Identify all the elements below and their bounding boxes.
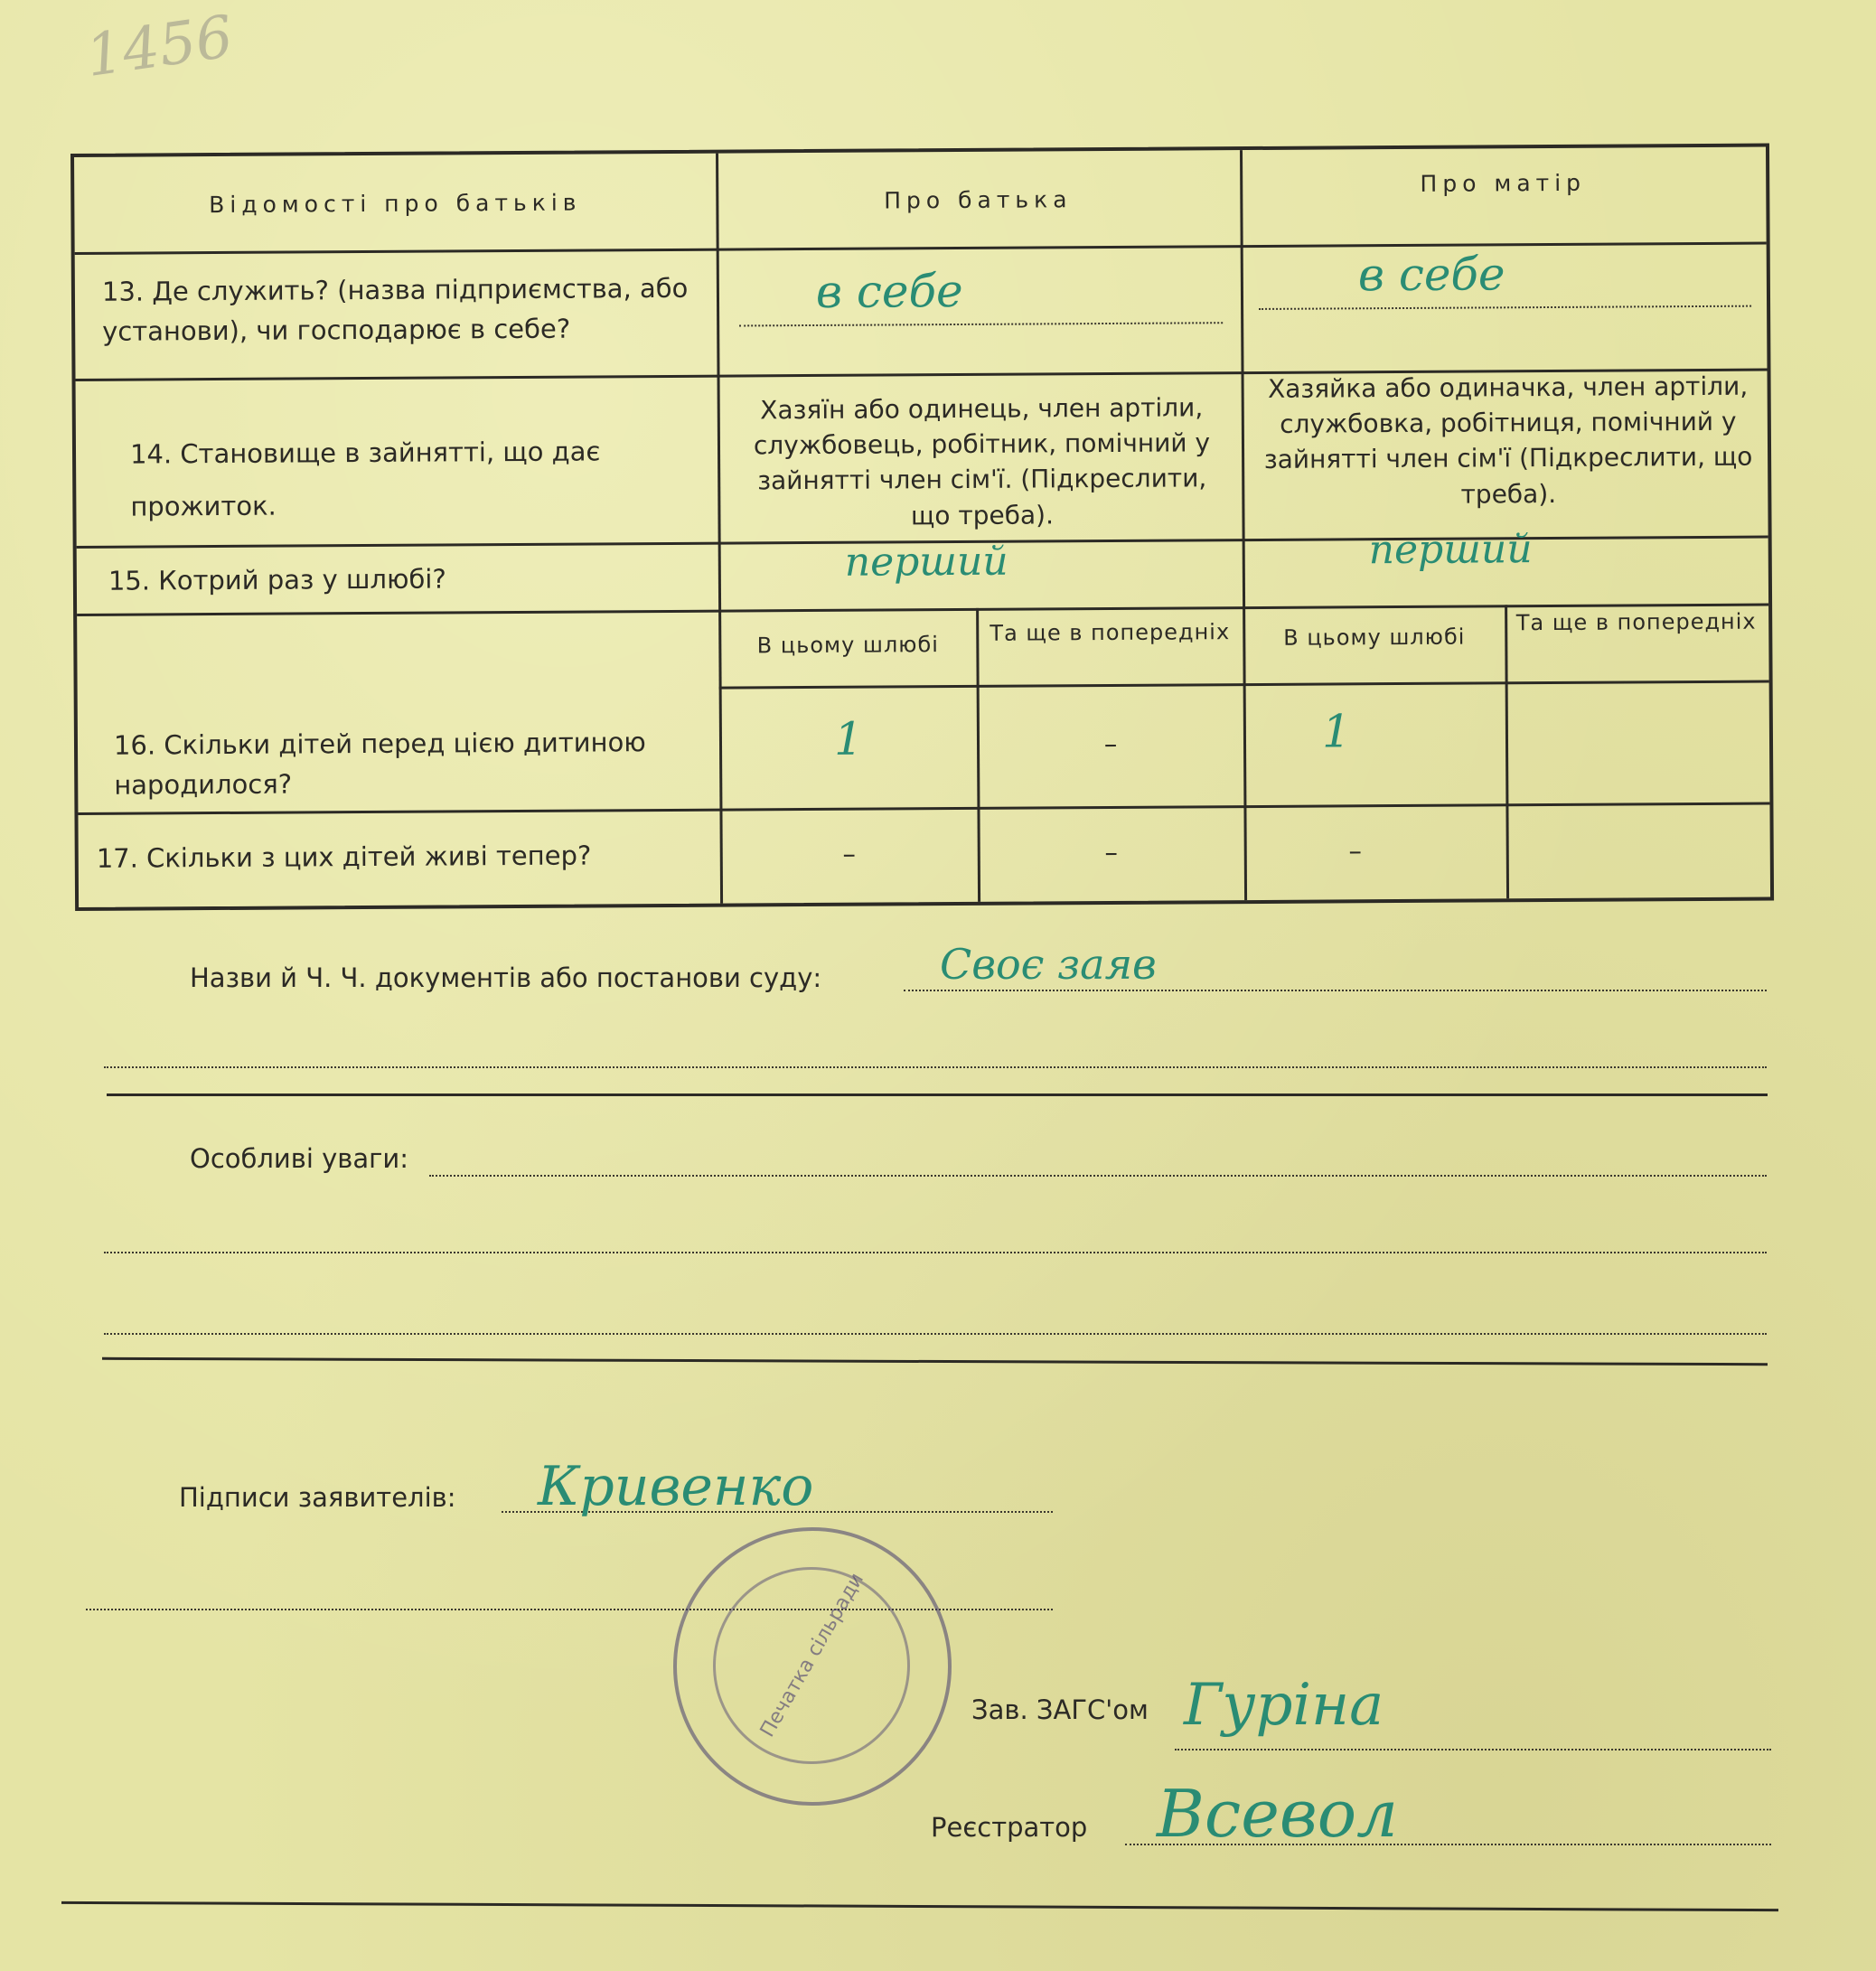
official-stamp-text: Печатка сільради bbox=[755, 1569, 869, 1741]
registrar-label: Реєстратор bbox=[931, 1812, 1088, 1843]
col-divider bbox=[716, 154, 723, 904]
row16-father-prev-value: – bbox=[1103, 727, 1118, 760]
row13-mother-line bbox=[1259, 305, 1751, 310]
row14-label: 14. Становище в зайнятті, що дає прожиток. bbox=[129, 436, 601, 522]
header-mother: Про матір bbox=[1420, 169, 1587, 197]
section-rule bbox=[107, 1093, 1768, 1096]
documents-label: Назви й Ч. Ч. документів або постанови суду: bbox=[190, 962, 822, 993]
section-rule bbox=[102, 1357, 1768, 1366]
row15-mother-value: перший bbox=[1368, 526, 1533, 574]
row17-mother-prev-value bbox=[1509, 830, 1767, 831]
registrar-signature: Всевол bbox=[1157, 1776, 1398, 1852]
zags-head-line bbox=[1175, 1749, 1771, 1750]
parents-info-table bbox=[70, 144, 1774, 911]
documents-line-2 bbox=[104, 1066, 1767, 1068]
remarks-line-2 bbox=[104, 1252, 1767, 1253]
archive-number: 1456 bbox=[81, 4, 238, 90]
zags-head-signature: Гуріна bbox=[1184, 1672, 1384, 1739]
row16-label: 16. Скільки дітей перед цією дитиною народилося? bbox=[113, 727, 646, 801]
row16-mother-prev-header: Та ще в попередніх bbox=[1515, 608, 1757, 636]
documents-line bbox=[904, 990, 1767, 991]
row14-father-options: Хазяїн або одинець, член артіли, службовець, робітник, помічний у зайнятті член сім'ї. (Підкреслити, що треба). bbox=[753, 392, 1211, 530]
row16-father-prev-header: Та ще в попередніх bbox=[990, 619, 1231, 646]
remarks-line-1 bbox=[429, 1175, 1767, 1177]
zags-head-label: Зав. ЗАГС'ом bbox=[971, 1694, 1149, 1725]
official-stamp bbox=[673, 1527, 952, 1806]
remarks-line-3 bbox=[104, 1333, 1767, 1335]
row17-father-this-value: – bbox=[842, 838, 857, 869]
documents-value: Своє заяв bbox=[940, 940, 1157, 989]
row16-mother-this-header: В цьому шлюбі bbox=[1283, 624, 1466, 651]
row13-label: 13. Де служить? (назва підприємства, або установи), чи господарює в себе? bbox=[101, 272, 689, 347]
row-divider bbox=[75, 242, 1767, 255]
row17-label: 17. Скільки з цих дітей живі тепер? bbox=[96, 840, 592, 874]
row15-father-value: перший bbox=[844, 538, 1008, 586]
col-divider bbox=[1505, 605, 1509, 898]
row17-mother-this-value: – bbox=[1348, 835, 1363, 867]
bottom-rule bbox=[61, 1901, 1778, 1911]
row16-mother-this-value: 1 bbox=[1321, 705, 1352, 758]
row13-father-line bbox=[739, 322, 1223, 326]
header-parents-info: Відомості про батьків bbox=[209, 189, 582, 219]
row16-mother-prev-value bbox=[1508, 721, 1766, 723]
applicant-signatures-label: Підписи заявителів: bbox=[179, 1482, 456, 1513]
remarks-label: Особливі уваги: bbox=[190, 1143, 409, 1174]
col-divider bbox=[1240, 150, 1247, 900]
row17-father-prev-value: – bbox=[1104, 836, 1119, 868]
row16-father-this-header: В цьому шлюбі bbox=[756, 632, 939, 659]
row16-father-this-value: 1 bbox=[833, 712, 864, 765]
row15-label: 15. Котрий раз у шлюбі? bbox=[108, 563, 446, 596]
applicant-signature: Кривенко bbox=[538, 1455, 814, 1518]
row13-mother-value: в себе bbox=[1357, 248, 1505, 302]
row-divider bbox=[78, 802, 1769, 815]
header-father: Про батька bbox=[884, 186, 1073, 214]
row13-father-value: в себе bbox=[815, 264, 963, 318]
row14-mother-options: Хазяйка або одиначка, член артіли, службовка, робітниця, помічний у зайнятті член сім'ї (Підкреслити, що треба). bbox=[1263, 371, 1753, 510]
